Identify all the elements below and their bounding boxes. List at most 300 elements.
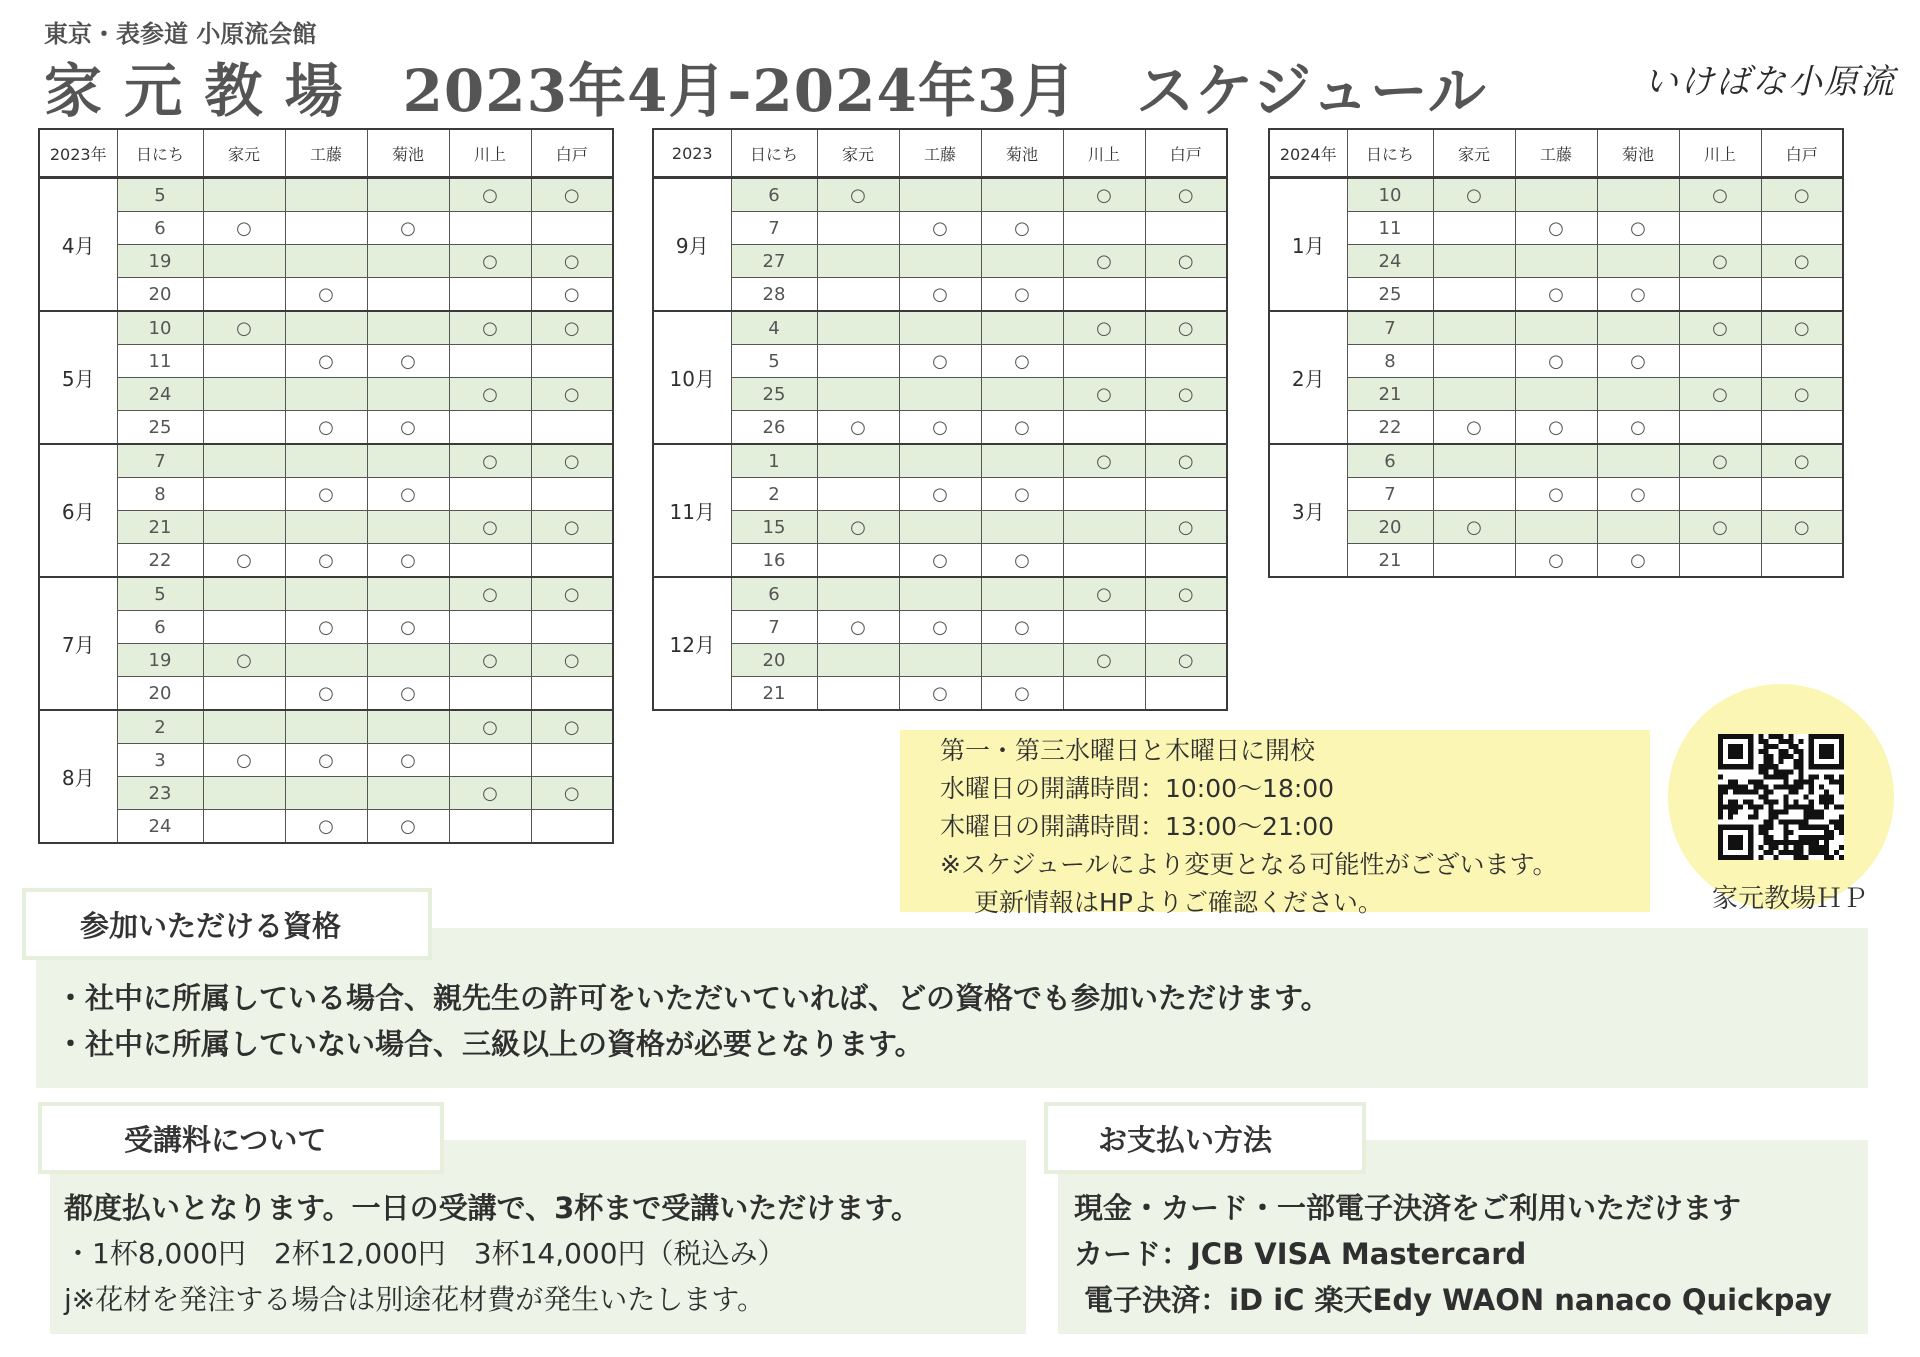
attendance-cell: [449, 810, 531, 844]
month-label: 9月: [653, 178, 731, 312]
month-label: 1月: [1269, 178, 1347, 312]
day-cell: 7: [1347, 311, 1433, 345]
teacher-header: 家元: [1433, 129, 1515, 178]
qualification-heading: [22, 888, 432, 960]
notice-line: 更新情報はHPよりご確認ください。: [974, 888, 1383, 917]
table-row: [1269, 444, 1843, 478]
attendance-mark: ○: [1679, 245, 1761, 278]
day-cell: 3: [117, 744, 203, 777]
attendance-mark: ○: [1597, 544, 1679, 578]
attendance-mark: ○: [285, 677, 367, 711]
table-row: [653, 311, 1227, 345]
attendance-cell: [1063, 611, 1145, 644]
day-cell: 8: [1347, 345, 1433, 378]
attendance-cell: [1063, 411, 1145, 445]
attendance-mark: ○: [1433, 178, 1515, 212]
day-cell: 7: [117, 444, 203, 478]
table-row: [653, 245, 1227, 278]
attendance-cell: [1145, 677, 1227, 711]
month-label: 7月: [39, 577, 117, 710]
day-cell: 20: [1347, 511, 1433, 544]
attendance-mark: ○: [1145, 245, 1227, 278]
table-row: [39, 311, 613, 345]
attendance-mark: ○: [1515, 278, 1597, 312]
attendance-cell: [817, 245, 899, 278]
attendance-cell: [203, 378, 285, 411]
attendance-mark: ○: [1145, 511, 1227, 544]
day-cell: 7: [731, 611, 817, 644]
attendance-cell: [1063, 212, 1145, 245]
attendance-cell: [285, 178, 367, 212]
payment-line: 電子決済：iD iC 楽天Edy WAON nanaco Quickpay: [1074, 1283, 1832, 1317]
day-cell: 5: [731, 345, 817, 378]
attendance-mark: ○: [449, 444, 531, 478]
month-label: 8月: [39, 710, 117, 843]
attendance-cell: [1433, 311, 1515, 345]
attendance-cell: [1063, 511, 1145, 544]
teacher-header: 菊池: [981, 129, 1063, 178]
attendance-mark: ○: [449, 777, 531, 810]
day-cell: 21: [1347, 544, 1433, 578]
attendance-cell: [531, 345, 613, 378]
table-row: [39, 212, 613, 245]
table-row: [39, 411, 613, 445]
attendance-cell: [203, 710, 285, 744]
attendance-mark: ○: [1145, 378, 1227, 411]
attendance-mark: ○: [285, 810, 367, 844]
table-row: [653, 611, 1227, 644]
schedule-table: [1268, 128, 1844, 578]
attendance-cell: [1761, 278, 1843, 312]
attendance-mark: ○: [1145, 577, 1227, 611]
attendance-cell: [817, 311, 899, 345]
attendance-mark: ○: [1063, 311, 1145, 345]
day-cell: 8: [117, 478, 203, 511]
attendance-mark: ○: [449, 311, 531, 345]
attendance-mark: ○: [1761, 511, 1843, 544]
attendance-cell: [1597, 378, 1679, 411]
attendance-cell: [449, 677, 531, 711]
qr-code-icon[interactable]: [1718, 734, 1844, 860]
attendance-cell: [1145, 611, 1227, 644]
attendance-cell: [1433, 345, 1515, 378]
attendance-cell: [203, 511, 285, 544]
attendance-cell: [1145, 278, 1227, 312]
attendance-cell: [899, 644, 981, 677]
attendance-cell: [203, 178, 285, 212]
attendance-cell: [1145, 478, 1227, 511]
table-row: [39, 710, 613, 744]
attendance-cell: [285, 777, 367, 810]
attendance-cell: [203, 777, 285, 810]
attendance-cell: [449, 478, 531, 511]
attendance-cell: [1063, 478, 1145, 511]
attendance-cell: [981, 644, 1063, 677]
attendance-cell: [367, 278, 449, 312]
table-row: [39, 378, 613, 411]
payment-heading-text: お支払い方法: [1098, 1122, 1273, 1157]
attendance-mark: ○: [1063, 178, 1145, 212]
date-header: 日にち: [117, 129, 203, 178]
attendance-mark: ○: [1063, 577, 1145, 611]
attendance-cell: [203, 245, 285, 278]
ikebana-ohara-logo: いけばな小原流: [1644, 62, 1896, 102]
table-row: [1269, 411, 1843, 445]
day-cell: 22: [117, 544, 203, 578]
attendance-mark: ○: [531, 444, 613, 478]
attendance-cell: [285, 511, 367, 544]
day-cell: 4: [731, 311, 817, 345]
attendance-mark: ○: [817, 411, 899, 445]
table-row: [39, 577, 613, 611]
attendance-mark: ○: [1515, 478, 1597, 511]
day-cell: 19: [117, 245, 203, 278]
attendance-mark: ○: [1063, 245, 1145, 278]
attendance-mark: ○: [367, 810, 449, 844]
table-row: [653, 544, 1227, 578]
attendance-cell: [449, 278, 531, 312]
table-row: [1269, 311, 1843, 345]
attendance-cell: [203, 345, 285, 378]
day-cell: 27: [731, 245, 817, 278]
attendance-mark: ○: [1761, 245, 1843, 278]
attendance-mark: ○: [367, 212, 449, 245]
attendance-cell: [899, 311, 981, 345]
attendance-cell: [1515, 378, 1597, 411]
attendance-mark: ○: [285, 278, 367, 312]
attendance-mark: ○: [367, 677, 449, 711]
attendance-cell: [1515, 245, 1597, 278]
day-cell: 2: [117, 710, 203, 744]
table-row: [39, 245, 613, 278]
attendance-cell: [817, 544, 899, 578]
attendance-mark: ○: [1145, 178, 1227, 212]
attendance-mark: ○: [817, 611, 899, 644]
payment-line: カード：JCB VISA Mastercard: [1074, 1237, 1527, 1271]
attendance-cell: [1433, 478, 1515, 511]
attendance-mark: ○: [981, 411, 1063, 445]
attendance-mark: ○: [1063, 644, 1145, 677]
attendance-mark: ○: [1597, 345, 1679, 378]
page-title: 家 元 教 場 2023年4月-2024年3月 スケジュール: [44, 57, 1487, 125]
attendance-cell: [531, 611, 613, 644]
day-cell: 7: [1347, 478, 1433, 511]
attendance-mark: ○: [531, 311, 613, 345]
attendance-mark: ○: [899, 478, 981, 511]
attendance-mark: ○: [203, 212, 285, 245]
table-row: [653, 644, 1227, 677]
day-cell: 25: [117, 411, 203, 445]
schedule-table: [38, 128, 614, 844]
attendance-cell: [531, 744, 613, 777]
attendance-cell: [899, 511, 981, 544]
attendance-mark: ○: [1679, 511, 1761, 544]
attendance-cell: [367, 311, 449, 345]
attendance-cell: [449, 345, 531, 378]
attendance-cell: [203, 611, 285, 644]
attendance-mark: ○: [531, 511, 613, 544]
attendance-cell: [531, 677, 613, 711]
attendance-mark: ○: [1761, 311, 1843, 345]
attendance-cell: [1515, 311, 1597, 345]
table-row: [39, 777, 613, 810]
attendance-mark: ○: [449, 644, 531, 677]
table-row: [39, 278, 613, 312]
attendance-mark: ○: [1597, 278, 1679, 312]
attendance-cell: [1433, 378, 1515, 411]
day-cell: 21: [117, 511, 203, 544]
attendance-cell: [1515, 178, 1597, 212]
table-row: [1269, 478, 1843, 511]
fees-line: j※花材を発注する場合は別途花材費が発生いたします。: [64, 1283, 766, 1316]
attendance-cell: [1597, 311, 1679, 345]
attendance-cell: [1761, 345, 1843, 378]
attendance-mark: ○: [285, 345, 367, 378]
attendance-mark: ○: [1761, 444, 1843, 478]
attendance-mark: ○: [1063, 378, 1145, 411]
payment-line: 現金・カード・一部電子決済をご利用いただけます: [1074, 1191, 1742, 1225]
table-row: [39, 444, 613, 478]
attendance-mark: ○: [367, 611, 449, 644]
attendance-cell: [817, 644, 899, 677]
attendance-cell: [1063, 677, 1145, 711]
attendance-cell: [203, 278, 285, 312]
attendance-mark: ○: [531, 710, 613, 744]
attendance-mark: ○: [899, 212, 981, 245]
fees-heading-text: 受講料について: [124, 1122, 327, 1157]
teacher-header: 工藤: [285, 129, 367, 178]
attendance-mark: ○: [1515, 411, 1597, 445]
attendance-mark: ○: [981, 212, 1063, 245]
attendance-mark: ○: [285, 544, 367, 578]
attendance-mark: ○: [981, 677, 1063, 711]
teacher-header: 工藤: [1515, 129, 1597, 178]
attendance-cell: [285, 644, 367, 677]
qualification-line: ・社中に所属している場合、親先生の許可をいただいていれば、どの資格でも参加いただけます。: [56, 981, 1330, 1015]
attendance-cell: [1433, 278, 1515, 312]
attendance-cell: [981, 178, 1063, 212]
attendance-mark: ○: [1597, 212, 1679, 245]
table-row: [653, 278, 1227, 312]
attendance-mark: ○: [1679, 311, 1761, 345]
attendance-mark: ○: [817, 511, 899, 544]
year-header: 2023: [653, 129, 731, 178]
teacher-header: 白戸: [1145, 129, 1227, 178]
attendance-cell: [817, 677, 899, 711]
notice-line: 木曜日の開講時間：13:00〜21:00: [940, 812, 1335, 841]
attendance-cell: [1433, 444, 1515, 478]
attendance-mark: ○: [285, 611, 367, 644]
day-cell: 19: [117, 644, 203, 677]
table-row: [653, 478, 1227, 511]
attendance-mark: ○: [1679, 178, 1761, 212]
teacher-header: 菊池: [1597, 129, 1679, 178]
teacher-header: 川上: [1679, 129, 1761, 178]
attendance-mark: ○: [981, 478, 1063, 511]
attendance-cell: [1063, 544, 1145, 578]
attendance-cell: [1679, 411, 1761, 445]
attendance-cell: [1761, 212, 1843, 245]
attendance-cell: [531, 478, 613, 511]
attendance-cell: [449, 411, 531, 445]
attendance-cell: [1433, 544, 1515, 578]
attendance-mark: ○: [531, 178, 613, 212]
day-cell: 7: [731, 212, 817, 245]
attendance-mark: ○: [531, 278, 613, 312]
attendance-cell: [981, 378, 1063, 411]
month-label: 4月: [39, 178, 117, 312]
attendance-cell: [1597, 245, 1679, 278]
day-cell: 20: [731, 644, 817, 677]
attendance-cell: [1515, 511, 1597, 544]
attendance-mark: ○: [367, 544, 449, 578]
day-cell: 2: [731, 478, 817, 511]
table-row: [653, 444, 1227, 478]
attendance-mark: ○: [531, 378, 613, 411]
attendance-mark: ○: [1433, 411, 1515, 445]
attendance-mark: ○: [285, 411, 367, 445]
fees-line: 都度払いとなります。一日の受講で、3杯まで受講いただけます。: [64, 1191, 920, 1225]
attendance-cell: [981, 577, 1063, 611]
table-row: [1269, 345, 1843, 378]
teacher-header: 工藤: [899, 129, 981, 178]
day-cell: 28: [731, 278, 817, 312]
attendance-mark: ○: [1145, 444, 1227, 478]
attendance-cell: [1761, 411, 1843, 445]
date-header: 日にち: [1347, 129, 1433, 178]
attendance-cell: [1597, 511, 1679, 544]
attendance-cell: [367, 511, 449, 544]
day-cell: 6: [117, 611, 203, 644]
attendance-cell: [981, 245, 1063, 278]
notice-line: 第一・第三水曜日と木曜日に開校: [940, 736, 1316, 765]
table-row: [39, 511, 613, 544]
attendance-cell: [203, 677, 285, 711]
attendance-mark: ○: [285, 744, 367, 777]
attendance-cell: [285, 577, 367, 611]
attendance-cell: [367, 644, 449, 677]
month-label: 6月: [39, 444, 117, 577]
attendance-mark: ○: [1597, 411, 1679, 445]
day-cell: 11: [117, 345, 203, 378]
day-cell: 20: [117, 677, 203, 711]
day-cell: 1: [731, 444, 817, 478]
attendance-cell: [1145, 345, 1227, 378]
attendance-mark: ○: [285, 478, 367, 511]
attendance-cell: [1063, 278, 1145, 312]
attendance-cell: [531, 810, 613, 844]
day-cell: 21: [731, 677, 817, 711]
attendance-cell: [367, 444, 449, 478]
attendance-cell: [285, 444, 367, 478]
attendance-mark: ○: [449, 710, 531, 744]
attendance-mark: ○: [1433, 511, 1515, 544]
table-row: [1269, 278, 1843, 312]
attendance-cell: [899, 178, 981, 212]
attendance-mark: ○: [1679, 378, 1761, 411]
attendance-mark: ○: [449, 178, 531, 212]
attendance-cell: [203, 478, 285, 511]
attendance-cell: [531, 411, 613, 445]
table-row: [653, 378, 1227, 411]
table-row: [39, 611, 613, 644]
attendance-cell: [531, 212, 613, 245]
day-cell: 25: [731, 378, 817, 411]
day-cell: 20: [117, 278, 203, 312]
venue-name: 東京・表参道 小原流会館: [44, 19, 317, 48]
attendance-mark: ○: [203, 311, 285, 345]
attendance-mark: ○: [367, 411, 449, 445]
attendance-cell: [817, 278, 899, 312]
attendance-cell: [367, 245, 449, 278]
teacher-header: 白戸: [531, 129, 613, 178]
attendance-cell: [285, 212, 367, 245]
attendance-cell: [981, 311, 1063, 345]
attendance-cell: [367, 378, 449, 411]
table-row: [39, 677, 613, 711]
table-row: [653, 178, 1227, 212]
attendance-mark: ○: [899, 278, 981, 312]
attendance-cell: [1515, 444, 1597, 478]
attendance-mark: ○: [981, 345, 1063, 378]
table-row: [39, 810, 613, 844]
day-cell: 16: [731, 544, 817, 578]
attendance-cell: [449, 544, 531, 578]
day-cell: 22: [1347, 411, 1433, 445]
qr-caption: 家元教場ＨＰ: [1711, 884, 1868, 914]
table-row: [1269, 378, 1843, 411]
payment-heading: [1044, 1102, 1366, 1174]
attendance-cell: [1679, 278, 1761, 312]
attendance-cell: [1145, 544, 1227, 578]
day-cell: 23: [117, 777, 203, 810]
attendance-mark: ○: [1515, 544, 1597, 578]
attendance-cell: [1679, 478, 1761, 511]
attendance-cell: [203, 411, 285, 445]
notice-line: 水曜日の開講時間：10:00〜18:00: [940, 774, 1335, 803]
attendance-mark: ○: [203, 544, 285, 578]
attendance-cell: [1761, 478, 1843, 511]
attendance-mark: ○: [981, 544, 1063, 578]
table-row: [39, 345, 613, 378]
attendance-cell: [203, 444, 285, 478]
table-row: [653, 677, 1227, 711]
day-cell: 11: [1347, 212, 1433, 245]
attendance-cell: [1145, 411, 1227, 445]
table-row: [653, 411, 1227, 445]
teacher-header: 家元: [203, 129, 285, 178]
fees-line: ・1杯8,000円 2杯12,000円 3杯14,000円（税込み）: [64, 1237, 786, 1270]
table-row: [39, 544, 613, 578]
attendance-cell: [1679, 345, 1761, 378]
month-label: 5月: [39, 311, 117, 444]
attendance-cell: [367, 777, 449, 810]
table-row: [653, 345, 1227, 378]
month-label: 12月: [653, 577, 731, 710]
attendance-cell: [285, 378, 367, 411]
table-row: [39, 178, 613, 212]
date-header: 日にち: [731, 129, 817, 178]
table-row: [1269, 212, 1843, 245]
attendance-mark: ○: [817, 178, 899, 212]
attendance-cell: [1597, 444, 1679, 478]
attendance-cell: [1433, 245, 1515, 278]
day-cell: 6: [1347, 444, 1433, 478]
attendance-cell: [899, 378, 981, 411]
attendance-cell: [449, 212, 531, 245]
attendance-cell: [817, 478, 899, 511]
attendance-mark: ○: [1145, 644, 1227, 677]
